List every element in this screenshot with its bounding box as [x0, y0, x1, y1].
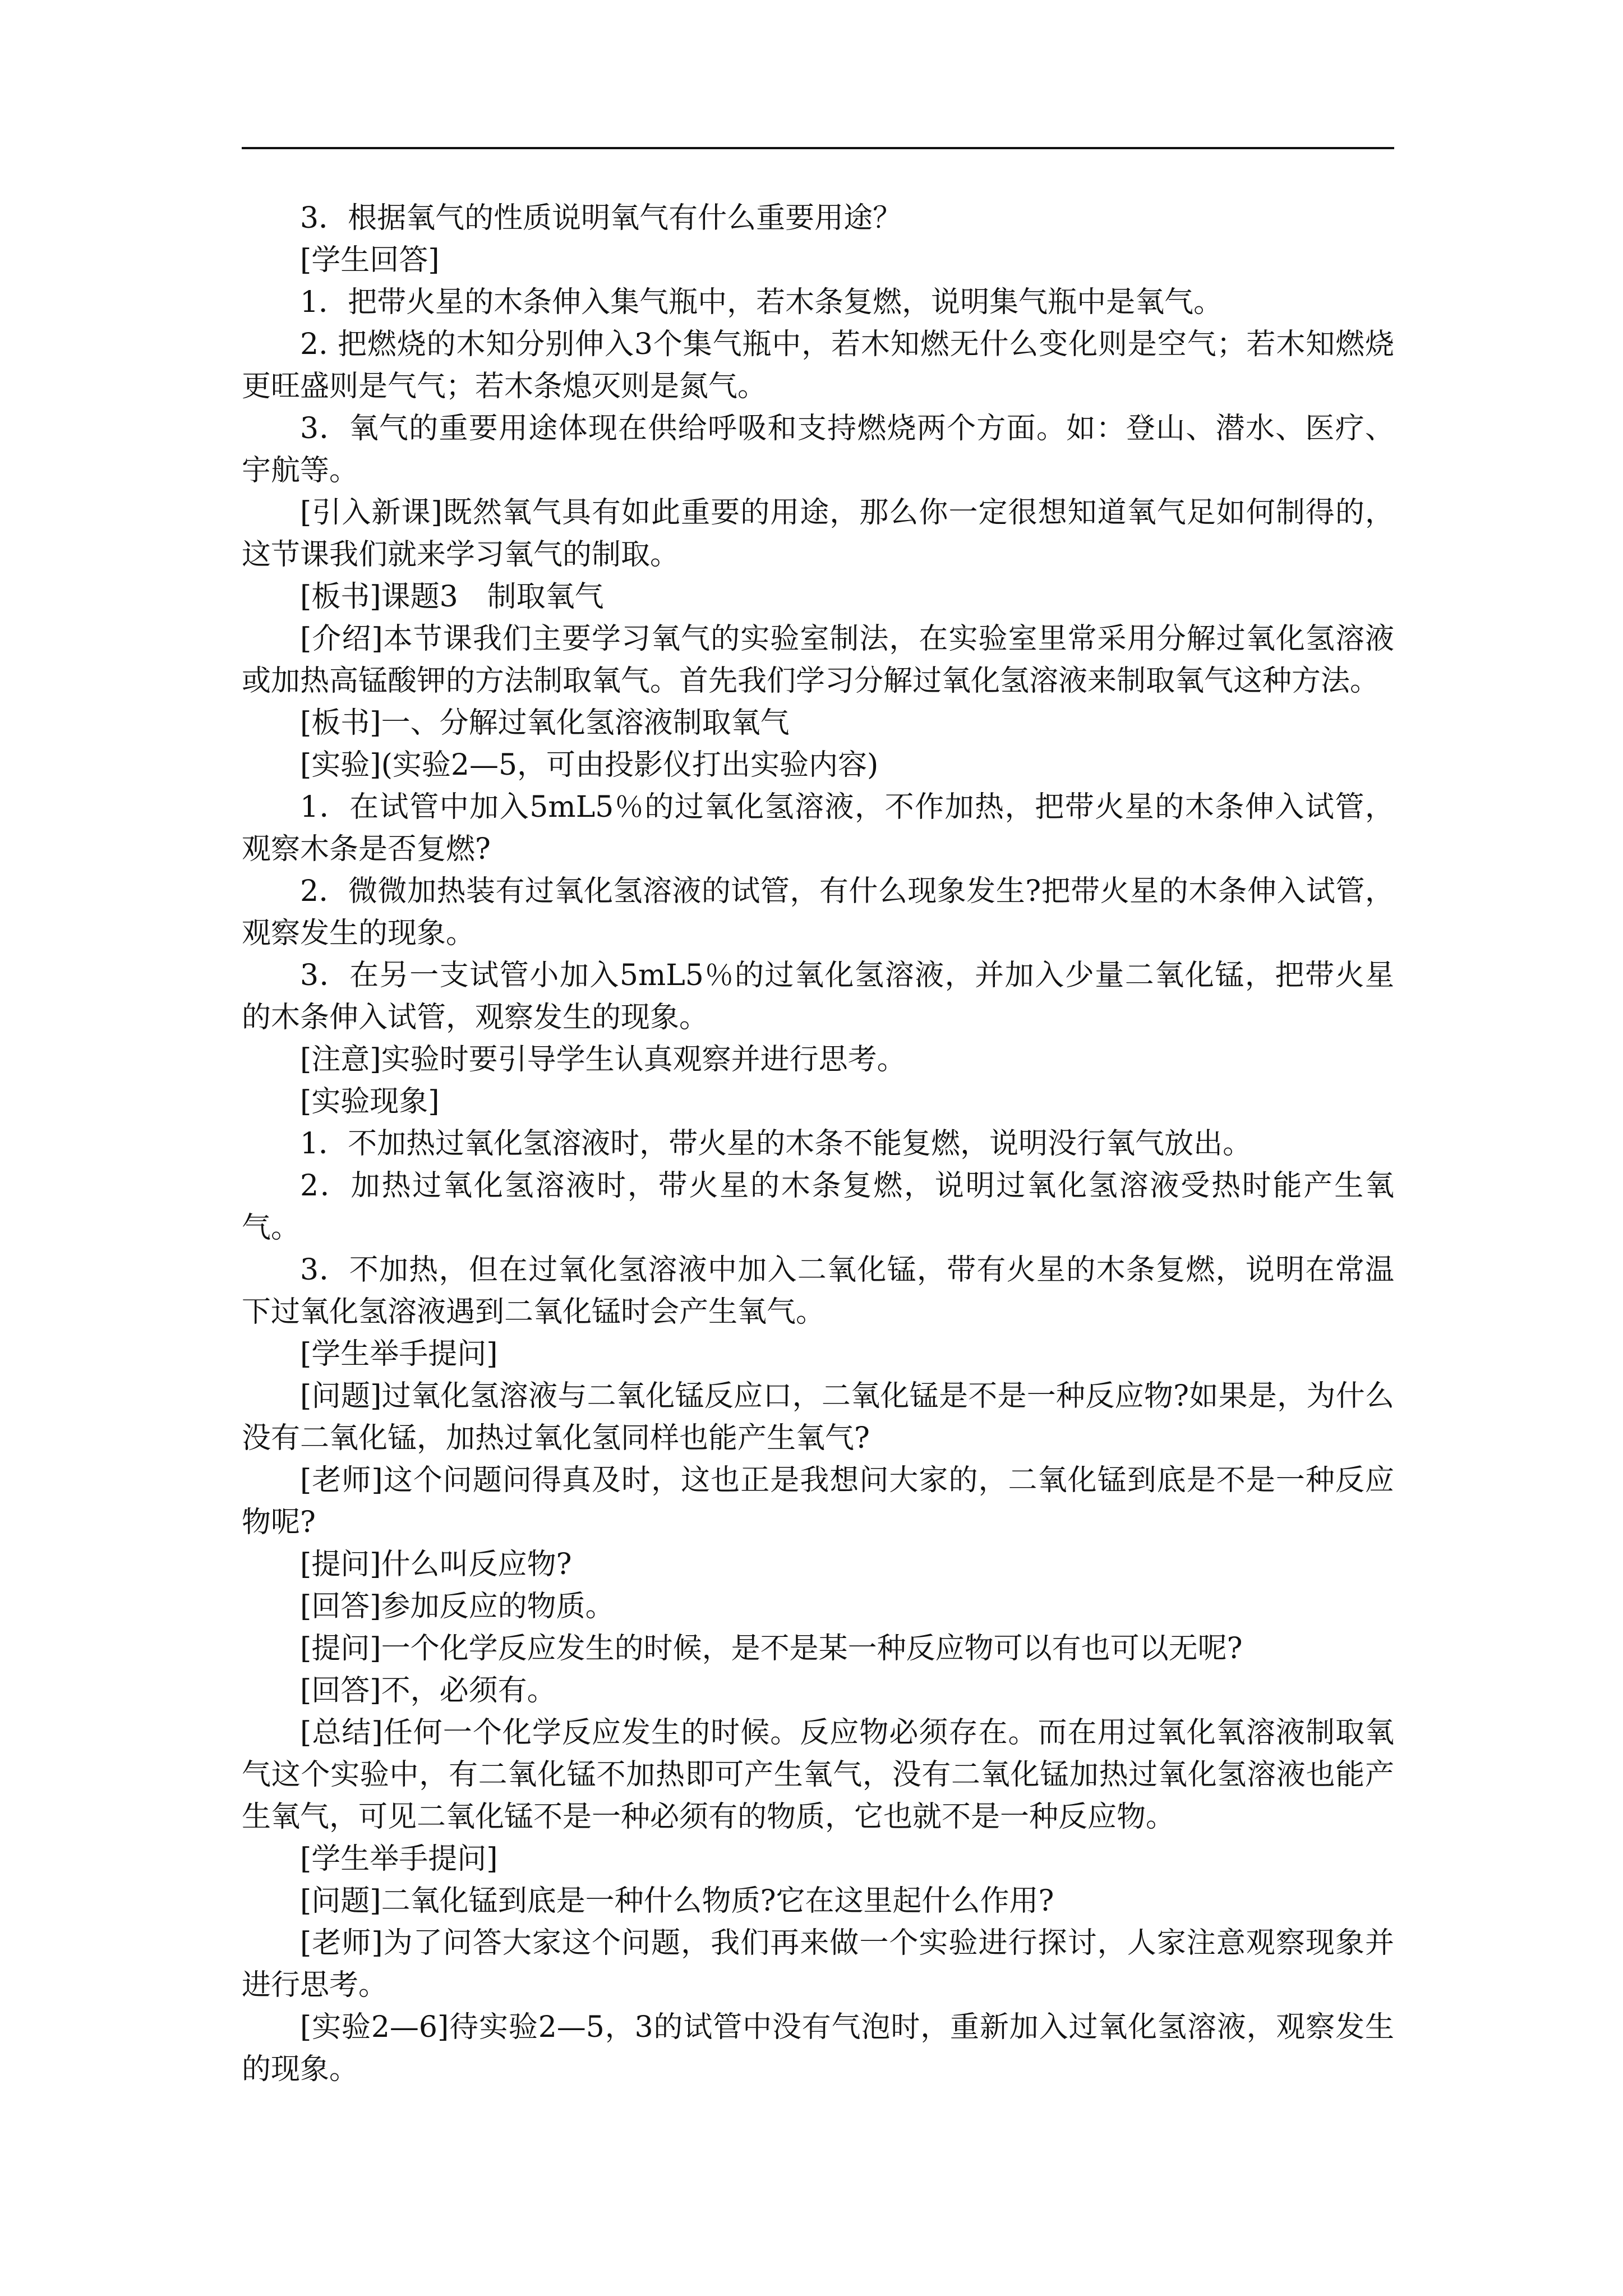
- paragraph: [注意]实验时要引导学生认真观察并进行思考。: [300, 1043, 906, 1076]
- paragraph: 1．在试管中加入5mL5％的过氧化氢溶液，不作加热，把带火星的木条伸入试管，观察木条是否复燃?: [242, 790, 1394, 866]
- paragraph: [学生回答]: [300, 243, 440, 277]
- paragraph: 2．加热过氧化氢溶液时，带火星的木条复燃，说明过氧化氢溶液受热时能产生氧气。: [242, 1169, 1394, 1245]
- paragraph: [老师]为了问答大家这个问题，我们再来做一个实验进行探讨，人家注意观察现象并进行思考。: [242, 1926, 1394, 2002]
- paragraph: [问题]过氧化氢溶液与二氧化锰反应口，二氧化锰是不是一种反应物?如果是，为什么没有二氧化锰，加热过氧化氢同样也能产生氧气?: [242, 1379, 1394, 1455]
- paragraph: [问题]二氧化锰到底是一种什么物质?它在这里起什么作用?: [300, 1884, 1054, 1918]
- paragraph: [学生举手提问]: [300, 1842, 498, 1876]
- paragraph: [提问]什么叫反应物?: [300, 1548, 572, 1581]
- paragraph: [总结]任何一个化学反应发生的时候。反应物必须存在。而在用过氧化氧溶液制取氧气这个实验中，有二氧化锰不加热即可产生氧气，没有二氧化锰加热过氧化氢溶液也能产生氧气，可见二氧化锰不是一种必须有的物质，它也就不是一种反应物。: [242, 1716, 1394, 1834]
- paragraph: 2．微微加热装有过氧化氢溶液的试管，有什么现象发生?把带火星的木条伸入试管，观察发生的现象。: [242, 875, 1394, 950]
- paragraph: [实验现象]: [300, 1085, 440, 1119]
- paragraph: 3．在另一支试管小加入5mL5％的过氧化氢溶液，并加入少量二氧化锰，把带火星的木条伸入试管，观察发生的现象。: [242, 959, 1394, 1034]
- paragraph: [引入新课]既然氧气具有如此重要的用途，那么你一定很想知道氧气足如何制得的，这节课我们就来学习氧气的制取。: [242, 496, 1394, 572]
- paragraph: [提问]一个化学反应发生的时候，是不是某一种反应物可以有也可以无呢?: [300, 1632, 1243, 1665]
- paragraph: 1．把带火星的木条伸入集气瓶中，若木条复燃，说明集气瓶中是氧气。: [300, 286, 1223, 319]
- paragraph: [介绍]本节课我们主要学习氧气的实验室制法，在实验室里常采用分解过氧化氢溶液或加热高锰酸钾的方法制取氧气。首先我们学习分解过氧化氢溶液来制取氧气这种方法。: [242, 622, 1394, 698]
- paragraph: [老师]这个问题问得真及时，这也正是我想问大家的，二氧化锰到底是不是一种反应物呢?: [242, 1464, 1394, 1539]
- paragraph: [实验2—6]待实验2—5，3的试管中没有气泡时，重新加入过氧化氢溶液，观察发生的现象。: [242, 2010, 1394, 2086]
- paragraph: [板书]课题3 制取氧气: [300, 580, 604, 614]
- paragraph: [回答]不，必须有。: [300, 1674, 556, 1708]
- paragraph: 3．不加热，但在过氧化氢溶液中加入二氧化锰，带有火星的木条复燃，说明在常温下过氧化氢溶液遇到二氧化锰时会产生氧气。: [242, 1253, 1394, 1329]
- paragraph: [回答]参加反应的物质。: [300, 1590, 615, 1623]
- paragraph: 2. 把燃烧的木知分别伸入3个集气瓶中，若木知燃无什么变化则是空气；若木知燃烧更旺盛则是气气；若木条熄灭则是氮气。: [242, 328, 1394, 403]
- header-rule: [242, 147, 1394, 149]
- paragraph: [实验](实验2—5，可由投影仪打出实验内容): [300, 748, 879, 782]
- document-body: [242, 197, 1394, 2091]
- paragraph: 3．氧气的重要用途体现在供给呼吸和支持燃烧两个方面。如：登山、潜水、医疗、宇航等。: [242, 412, 1394, 487]
- paragraph: [板书]一、分解过氧化氢溶液制取氧气: [300, 706, 790, 740]
- paragraph: [学生举手提问]: [300, 1337, 498, 1371]
- paragraph: 3．根据氧气的性质说明氧气有什么重要用途？: [300, 201, 902, 235]
- paragraph: 1．不加热过氧化氢溶液时，带火星的木条不能复燃，说明没行氧气放出。: [300, 1127, 1252, 1161]
